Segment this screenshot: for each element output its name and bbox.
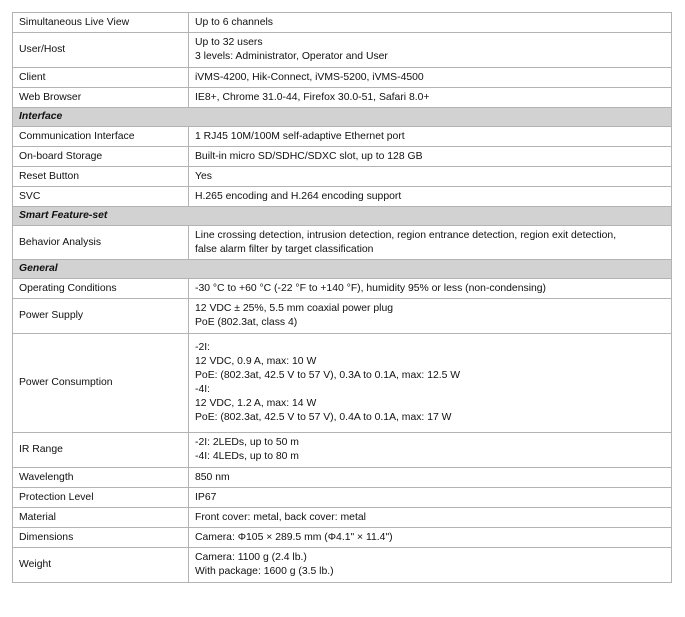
spec-row (13, 226, 672, 260)
spec-value-line: H.265 encoding and H.264 encoding support (195, 190, 402, 202)
spec-label: Behavior Analysis (13, 226, 189, 260)
spec-value-line: Yes (195, 170, 212, 182)
spec-value-line: Up to 32 users (195, 37, 263, 48)
spec-value-line: 12 VDC, 1.2 A, max: 14 W (195, 398, 317, 409)
spec-value-line: 3 levels: Administrator, Operator and User (195, 51, 388, 62)
spec-value-line: PoE (802.3at, class 4) (195, 317, 298, 328)
spec-label: Weight (13, 548, 189, 583)
spec-label: Simultaneous Live View (13, 13, 189, 33)
spec-row (13, 187, 672, 207)
spec-label: User/Host (13, 33, 189, 68)
spec-label: Protection Level (13, 488, 189, 508)
spec-label: Operating Conditions (13, 279, 189, 299)
spec-row (13, 433, 672, 468)
spec-value (189, 279, 672, 299)
spec-label: On-board Storage (13, 147, 189, 167)
spec-row (13, 88, 672, 108)
spec-value-line: -2I: 2LEDs, up to 50 m (195, 437, 299, 448)
spec-value-line: PoE: (802.3at, 42.5 V to 57 V), 0.4A to 0.1A, max: 17 W (195, 412, 452, 423)
section-header: General (13, 260, 672, 279)
spec-row (13, 334, 672, 433)
spec-value-line: -4I: (195, 384, 211, 395)
spec-row (13, 508, 672, 528)
spec-label: Power Supply (13, 299, 189, 334)
spec-value (189, 468, 672, 488)
spec-value (189, 13, 672, 33)
spec-value-line: Line crossing detection, intrusion detection, region entrance detection, region exit detection, (195, 229, 617, 241)
spec-value (189, 226, 672, 260)
spec-value (189, 127, 672, 147)
spec-label: Dimensions (13, 528, 189, 548)
spec-value (189, 167, 672, 187)
spec-value-line: -4I: 4LEDs, up to 80 m (195, 451, 299, 462)
spec-value-line: PoE: (802.3at, 42.5 V to 57 V), 0.3A to 0.1A, max: 12.5 W (195, 370, 461, 381)
spec-value-line: 12 VDC, 0.9 A, max: 10 W (195, 356, 317, 367)
spec-value (189, 334, 672, 433)
spec-value-line: 1 RJ45 10M/100M self-adaptive Ethernet port (195, 130, 405, 142)
spec-row (13, 147, 672, 167)
spec-label: IR Range (13, 433, 189, 468)
spec-row (13, 299, 672, 334)
section-header-row (13, 108, 672, 127)
spec-label: Wavelength (13, 468, 189, 488)
spec-value-line: IP67 (195, 491, 217, 503)
section-header-row (13, 260, 672, 279)
spec-value (189, 433, 672, 468)
spec-table-body (13, 13, 672, 583)
spec-row (13, 528, 672, 548)
spec-value (189, 33, 672, 68)
spec-value (189, 488, 672, 508)
spec-row (13, 167, 672, 187)
spec-value-line: IE8+, Chrome 31.0-44, Firefox 30.0-51, Safari 8.0+ (195, 91, 430, 103)
spec-row (13, 33, 672, 68)
spec-value-line: Camera: 1100 g (2.4 lb.) (195, 552, 307, 563)
spec-value (189, 299, 672, 334)
spec-value (189, 508, 672, 528)
spec-row (13, 127, 672, 147)
spec-table (12, 12, 672, 583)
spec-value (189, 528, 672, 548)
spec-label: Client (13, 68, 189, 88)
spec-value-line: With package: 1600 g (3.5 lb.) (195, 566, 334, 577)
spec-row (13, 68, 672, 88)
spec-value-line: false alarm filter by target classification (195, 243, 374, 255)
spec-value-line: Front cover: metal, back cover: metal (195, 511, 366, 523)
section-header-row (13, 207, 672, 226)
spec-value (189, 68, 672, 88)
spec-value-line: iVMS-4200, Hik-Connect, iVMS-5200, iVMS-4500 (195, 71, 424, 83)
spec-row (13, 488, 672, 508)
spec-value-line: 850 nm (195, 471, 230, 483)
spec-label: Material (13, 508, 189, 528)
spec-value-line: 12 VDC ± 25%, 5.5 mm coaxial power plug (195, 303, 394, 314)
spec-value-line: Up to 6 channels (195, 16, 273, 28)
spec-row (13, 548, 672, 583)
spec-value-line: -2I: (195, 342, 211, 353)
spec-label: SVC (13, 187, 189, 207)
spec-row (13, 279, 672, 299)
spec-label: Communication Interface (13, 127, 189, 147)
spec-row (13, 13, 672, 33)
spec-label: Reset Button (13, 167, 189, 187)
spec-value-line: -30 °C to +60 °C (-22 °F to +140 °F), humidity 95% or less (non-condensing) (195, 282, 547, 294)
spec-value (189, 147, 672, 167)
section-header: Interface (13, 108, 672, 127)
spec-value (189, 548, 672, 583)
section-header: Smart Feature-set (13, 207, 672, 226)
spec-label: Power Consumption (13, 334, 189, 433)
spec-label: Web Browser (13, 88, 189, 108)
spec-value (189, 88, 672, 108)
spec-row (13, 468, 672, 488)
spec-value-line: Built-in micro SD/SDHC/SDXC slot, up to 128 GB (195, 150, 423, 162)
spec-value-line: Camera: Φ105 × 289.5 mm (Φ4.1" × 11.4") (195, 531, 393, 543)
spec-value (189, 187, 672, 207)
